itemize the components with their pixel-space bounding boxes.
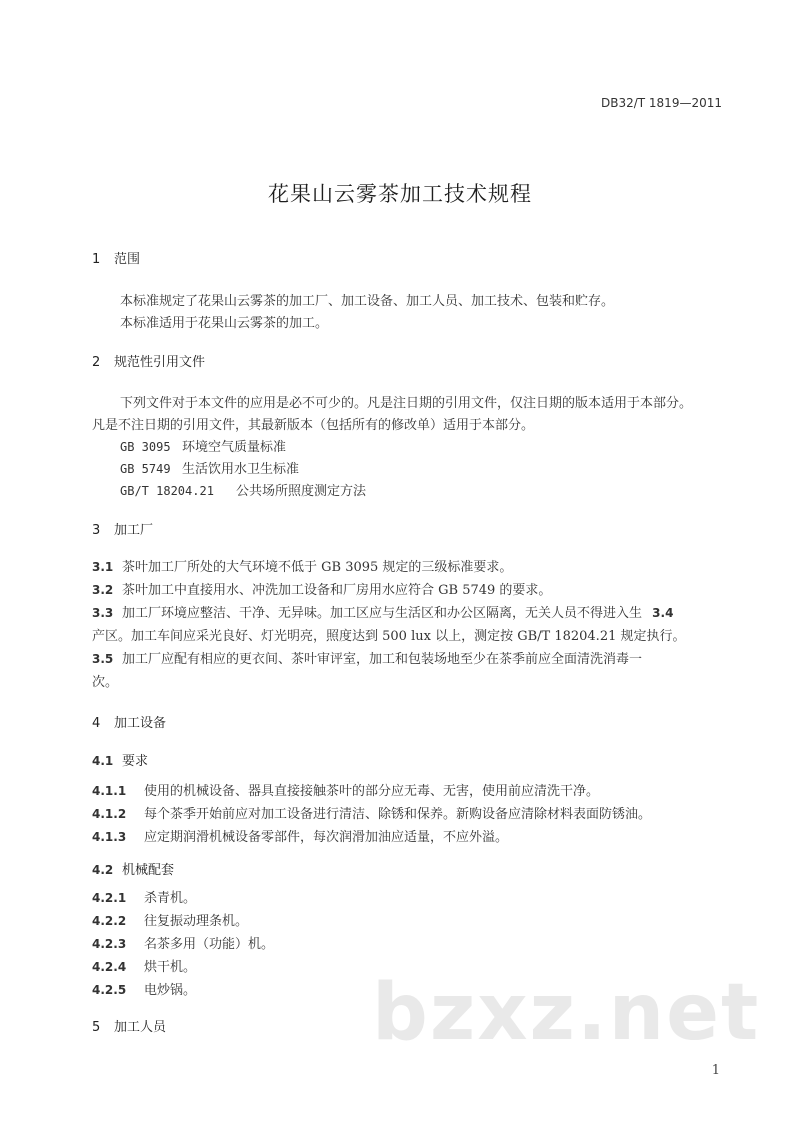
clause-3-5 — [92, 648, 642, 667]
clause-3-1 — [92, 556, 512, 575]
clause-text: 名茶多用（功能）机。 — [144, 937, 275, 952]
reference-name: 环境空气质量标准 — [182, 440, 287, 455]
clause-number: 4.2.2 — [92, 914, 127, 928]
clause-number: 4.1.1 — [92, 784, 127, 798]
section-number: 5 — [92, 1020, 101, 1035]
clause-text: 使用的机械设备、器具直接接触茶叶的部分应无毒、无害，使用前应清洗干净。 — [144, 784, 600, 799]
clause-continued: 次。 — [92, 675, 119, 690]
clause-continued: 产区。加工车间应采光良好、灯光明亮，照度达到 500 lux 以上，测定按 GB/T 18204.21 规定执行。 — [92, 629, 686, 644]
subsection-number: 4.2 — [92, 863, 114, 877]
paragraph: 本标准规定了花果山云雾茶的加工厂、加工设备、加工人员、加工技术、包装和贮存。 — [120, 294, 615, 309]
reference-code: GB/T 18204.21 — [120, 484, 214, 498]
clause-text: 往复振动理条机。 — [144, 914, 249, 929]
clause-item — [92, 826, 508, 845]
clause-3-3 — [92, 602, 673, 621]
clause-item — [92, 910, 248, 929]
standard-number: DB32/T 1819—2011 — [600, 96, 722, 110]
document-title: 花果山云雾茶加工技术规程 — [268, 182, 532, 206]
clause-number: 4.2.3 — [92, 937, 127, 951]
subsection-number: 4.1 — [92, 754, 114, 768]
section-1-heading — [92, 248, 140, 267]
section-3-heading — [92, 519, 153, 538]
clause-number: 3.4 — [652, 606, 674, 620]
clause-number: 4.2.1 — [92, 891, 127, 905]
subsection-4-1-heading — [92, 750, 148, 769]
clause-text: 茶叶加工中直接用水、冲洗加工设备和厂房用水应符合 GB 5749 的要求。 — [122, 583, 552, 598]
clause-text: 杀青机。 — [144, 891, 197, 906]
clause-item — [92, 887, 196, 906]
reference-name: 公共场所照度测定方法 — [236, 484, 367, 499]
clause-text: 加工厂应配有相应的更衣间、茶叶审评室，加工和包装场地至少在茶季前应全面清洗消毒一 — [122, 652, 643, 667]
section-2-heading — [92, 351, 205, 370]
clause-text: 每个茶季开始前应对加工设备进行清洁、除锈和保养。新购设备应清除材料表面防锈油。 — [144, 807, 652, 822]
section-title: 加工人员 — [114, 1020, 167, 1035]
section-5-heading — [92, 1016, 166, 1035]
subsection-4-2-heading — [92, 859, 174, 878]
clause-text: 应定期润滑机械设备零部件，每次润滑加油应适量，不应外溢。 — [144, 830, 509, 845]
clause-number: 3.2 — [92, 583, 114, 597]
clause-text: 烘干机。 — [144, 960, 197, 975]
section-4-heading — [92, 712, 166, 731]
clause-number: 3.1 — [92, 560, 114, 574]
clause-number: 3.3 — [92, 606, 114, 620]
clause-number: 3.5 — [92, 652, 114, 666]
section-title: 加工设备 — [114, 716, 167, 731]
section-title: 范围 — [114, 252, 141, 267]
clause-item — [92, 933, 274, 952]
section-title: 加工厂 — [114, 523, 154, 538]
clause-number: 4.1.3 — [92, 830, 127, 844]
watermark: bzxz.net — [372, 968, 761, 1058]
clause-item — [92, 956, 196, 975]
clause-text: 电炒锅。 — [144, 983, 197, 998]
reference-item — [120, 480, 366, 499]
section-number: 4 — [92, 716, 101, 731]
clause-number: 4.2.5 — [92, 983, 127, 997]
section-number: 2 — [92, 355, 101, 370]
clause-number: 4.1.2 — [92, 807, 127, 821]
reference-item — [120, 436, 286, 455]
paragraph: 下列文件对于本文件的应用是必不可少的。凡是注日期的引用文件，仅注日期的版本适用于本部分。 — [120, 396, 693, 411]
reference-name: 生活饮用水卫生标准 — [182, 462, 300, 477]
reference-code: GB 3095 — [120, 440, 171, 454]
clause-3-2 — [92, 579, 551, 598]
clause-number: 4.2.4 — [92, 960, 127, 974]
section-number: 3 — [92, 523, 101, 538]
clause-item — [92, 780, 599, 799]
subsection-title: 要求 — [122, 754, 149, 769]
page-number: 1 — [711, 1063, 720, 1078]
reference-item — [120, 458, 299, 477]
subsection-title: 机械配套 — [122, 863, 175, 878]
reference-code: GB 5749 — [120, 462, 171, 476]
clause-item — [92, 979, 196, 998]
clause-item — [92, 803, 651, 822]
paragraph-continued: 凡是不注日期的引用文件，其最新版本（包括所有的修改单）适用于本部分。 — [92, 418, 535, 433]
clause-text: 加工厂环境应整洁、干净、无异味。加工区应与生活区和办公区隔离，无关人员不得进入生 — [122, 606, 643, 621]
paragraph: 本标准适用于花果山云雾茶的加工。 — [120, 316, 329, 331]
clause-text: 茶叶加工厂所处的大气环境不低于 GB 3095 规定的三级标准要求。 — [122, 560, 513, 575]
section-number: 1 — [92, 252, 101, 267]
section-title: 规范性引用文件 — [114, 355, 206, 370]
